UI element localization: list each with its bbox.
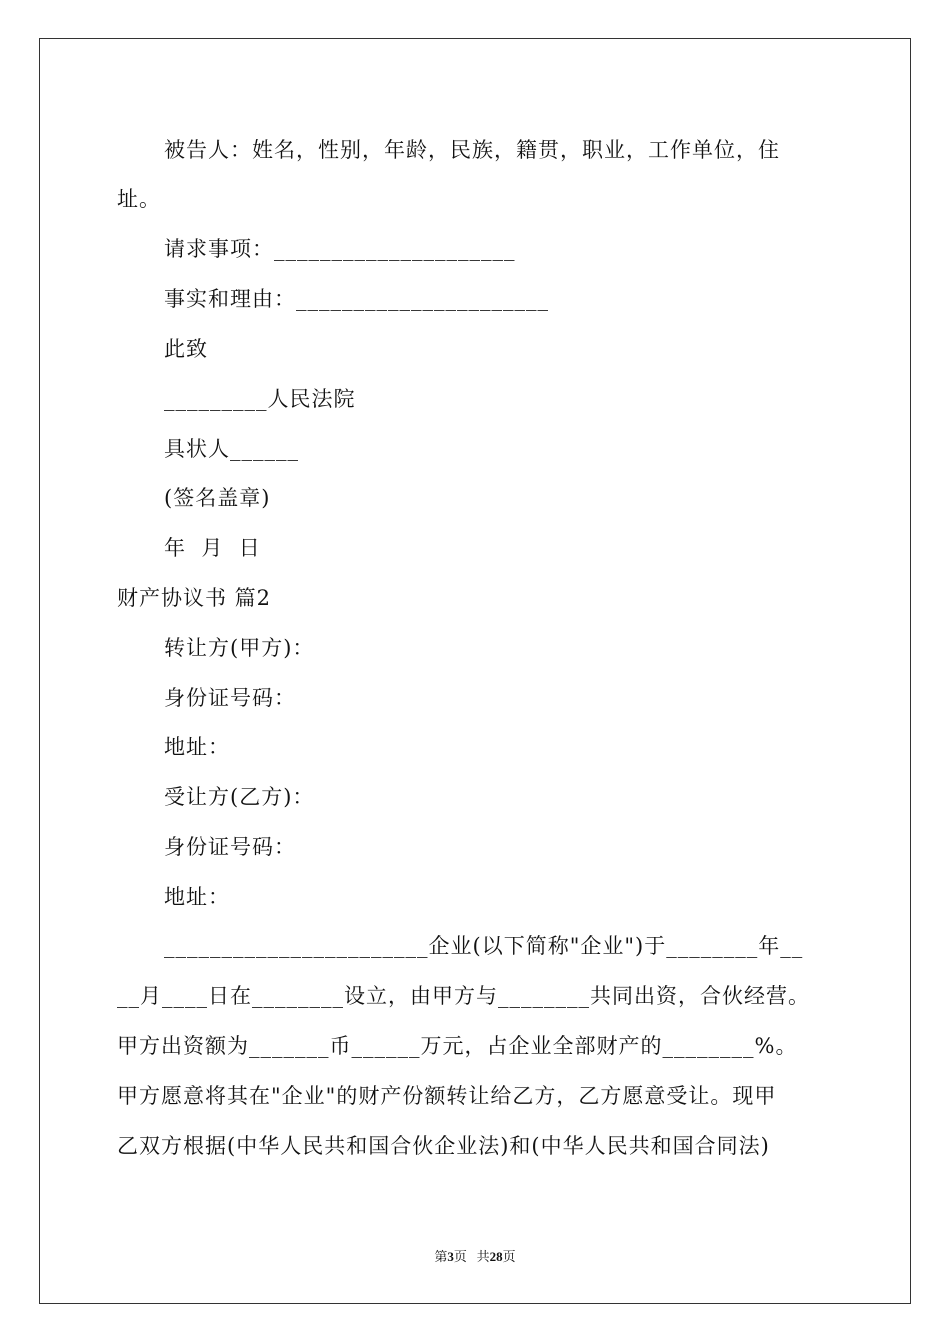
footer-total-number: 28 bbox=[489, 1249, 503, 1264]
footer-page-prefix: 第 bbox=[434, 1249, 448, 1264]
text-line-transferee: 受让方(乙方)： bbox=[164, 785, 315, 809]
text-line-transferor: 转让方(甲方)： bbox=[164, 636, 315, 660]
text-line-id-number-b: 身份证号码： bbox=[164, 835, 296, 859]
text-line-court: _________人民法院 bbox=[164, 387, 356, 411]
paragraph-line-4: 甲方愿意将其在"企业"的财产份额转让给乙方，乙方愿意受让。现甲 bbox=[117, 1084, 777, 1108]
text-line-claims: 请求事项：_____________________ bbox=[164, 237, 516, 261]
text-line-seal: (签名盖章) bbox=[164, 486, 271, 510]
text-line-date: 年 月 日 bbox=[164, 536, 261, 560]
text-line-address-cont: 址。 bbox=[117, 187, 161, 211]
text-line-address-a: 地址： bbox=[164, 735, 230, 759]
footer-page-suffix: 页 bbox=[453, 1249, 467, 1264]
section-heading: 财产协议书 篇2 bbox=[117, 586, 272, 610]
text-line-facts: 事实和理由：______________________ bbox=[164, 287, 549, 311]
text-line-id-number-a: 身份证号码： bbox=[164, 686, 296, 710]
paragraph-line-5: 乙双方根据(中华人民共和国合伙企业法)和(中华人民共和国合同法) bbox=[117, 1134, 770, 1158]
text-line-defendant: 被告人：姓名，性别，年龄，民族，籍贯，职业，工作单位，住 bbox=[164, 138, 780, 162]
paragraph-line-3: 甲方出资额为_______币______万元，占企业全部财产的________%。 bbox=[117, 1034, 798, 1058]
text-line-salutation: 此致 bbox=[164, 337, 208, 361]
footer-page-number: 3 bbox=[447, 1249, 454, 1264]
text-line-plaintiff-sign: 具状人______ bbox=[164, 437, 299, 461]
paragraph-line-1: _______________________企业(以下简称"企业")于________年__ bbox=[164, 934, 804, 958]
page-border bbox=[39, 38, 911, 1304]
page-footer bbox=[0, 1246, 950, 1265]
paragraph-line-2: __月____日在________设立，由甲方与________共同出资，合伙经营。 bbox=[117, 984, 810, 1008]
footer-total-suffix: 页 bbox=[502, 1249, 516, 1264]
footer-total-prefix: 共 bbox=[476, 1249, 490, 1264]
text-line-address-b: 地址： bbox=[164, 885, 230, 909]
